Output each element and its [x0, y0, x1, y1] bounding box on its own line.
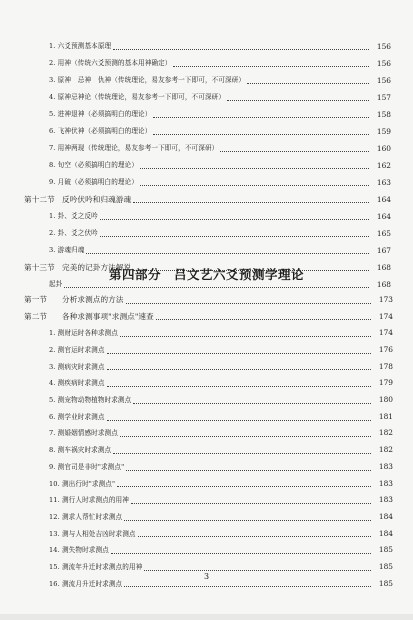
section-title: 完美的记卦方法解说 [62, 263, 132, 272]
toc-page-number: 184 [378, 528, 393, 538]
toc-page-number: 157 [376, 93, 391, 102]
page-number: 3 [203, 572, 210, 581]
dot-leader [140, 167, 369, 169]
toc-item-row [0, 123, 391, 140]
toc-item-row [0, 242, 391, 259]
toc-item-row [0, 476, 393, 493]
toc-page-number: 156 [376, 42, 391, 51]
dot-leader [153, 133, 369, 135]
dot-leader [138, 535, 371, 537]
dot-leader [120, 335, 371, 337]
dot-leader [227, 99, 369, 101]
toc-item-row [0, 72, 391, 89]
toc-page-number: 178 [378, 361, 393, 371]
dot-leader [124, 585, 371, 587]
toc-entry-label: 2. 用神（传统六爻预测的基本用神确定） [49, 59, 172, 67]
dot-leader [100, 218, 369, 220]
dot-leader [144, 569, 371, 571]
toc-page-number: 158 [376, 110, 391, 119]
toc-item-row [0, 89, 391, 106]
section-title: 分析求测点的方法 [62, 294, 124, 304]
section-number: 第二节 [24, 311, 48, 321]
toc-page-number: 179 [378, 378, 393, 388]
toc-page-number: 174 [378, 311, 393, 321]
toc-entry-label: 3. 游魂归魂 [49, 246, 85, 254]
toc-page-number: 183 [378, 478, 393, 488]
toc-page-number: 159 [376, 127, 391, 136]
toc-page-number: 168 [376, 263, 391, 272]
section-number: 第十二节 [24, 195, 55, 204]
toc-entry-label: 12. 测求人帮忙时求测点 [49, 512, 123, 521]
toc-entry-label: 3. 测病灾时求测点 [49, 362, 105, 371]
toc-entry-label: 1. 六爻预测基本原理 [49, 42, 112, 50]
dot-leader [64, 286, 369, 288]
toc-item-row [0, 106, 391, 123]
dot-leader [126, 469, 371, 471]
toc-page-number: 165 [376, 229, 391, 238]
toc-page-number: 160 [376, 144, 391, 153]
toc-page-number: 174 [378, 328, 393, 338]
toc-entry-label: 7. 测婚姻情感时求测点 [49, 429, 118, 438]
toc-item-row [0, 409, 393, 426]
dot-leader [131, 502, 371, 504]
toc-part-four [0, 292, 413, 592]
toc-item-row [0, 526, 393, 543]
toc-entry-label: 11. 测行人时求测点的用神 [49, 496, 129, 505]
toc-page-number: 185 [378, 578, 393, 588]
toc-page-number: 173 [378, 294, 393, 304]
toc-page-number: 180 [378, 395, 393, 405]
dot-leader [140, 184, 369, 186]
dot-leader [111, 552, 371, 554]
section-title: 反吟伏吟和归魂游魂 [62, 195, 132, 204]
dot-leader [113, 48, 369, 50]
dot-leader [100, 235, 369, 237]
toc-item-row [0, 157, 391, 174]
toc-entry-label: 15. 测流年升迁时求测点的用神 [49, 562, 143, 571]
dot-leader [107, 368, 371, 370]
toc-item-row [0, 342, 393, 359]
dot-leader [107, 385, 371, 387]
section-number: 第一节 [24, 294, 48, 304]
toc-entry-label: 起卦 [49, 280, 63, 288]
toc-page-number: 156 [376, 59, 391, 68]
toc-page-number: 163 [376, 178, 391, 187]
toc-page-number: 185 [378, 545, 393, 555]
toc-page-number: 181 [378, 411, 393, 421]
toc-entry-label [24, 309, 154, 326]
dot-leader [117, 485, 371, 487]
dot-leader [107, 352, 371, 354]
toc-item-row [0, 492, 393, 509]
toc-entry-label: 7. 用神两现（传统理论，易友参考一下即可，不可深研） [49, 144, 219, 152]
dot-leader [86, 252, 369, 254]
toc-item-row [0, 392, 393, 409]
toc-entry-label: 10. 测出行时"求测点" [49, 479, 116, 488]
dot-leader [126, 302, 371, 304]
dot-leader [113, 452, 371, 454]
toc-entry-label: 6. 测学业时求测点 [49, 412, 105, 421]
toc-page-number: 164 [376, 212, 391, 221]
dot-leader [247, 82, 369, 84]
toc-page-number: 167 [376, 246, 391, 255]
toc-entry-label: 4. 原神忌神论（传统理论，易友参考一下即可，不可深研） [49, 93, 226, 101]
toc-item-row [0, 140, 391, 157]
toc-page-number: 184 [378, 511, 393, 521]
toc-item-row [0, 509, 393, 526]
toc-page-number: 176 [378, 345, 393, 355]
toc-entry-label [24, 292, 124, 309]
toc-entry-label: 2. 测官运时求测点 [49, 346, 105, 355]
toc-item-row [0, 542, 393, 559]
toc-page-number: 168 [376, 280, 391, 289]
toc-item-row [0, 459, 393, 476]
section-title: 各种求测事项"求测点"速查 [62, 311, 154, 321]
dot-leader [156, 318, 371, 320]
dot-leader [124, 519, 371, 521]
toc-section-row [0, 191, 391, 208]
toc-page-number: 182 [378, 428, 393, 438]
part-four-title: 第四部分 吕文艺六爻预测学理论 [108, 267, 304, 282]
toc-entry-label: 4. 测疾病时求测点 [49, 379, 105, 388]
toc-item-row [0, 38, 391, 55]
dot-leader [120, 435, 371, 437]
toc-item-row [0, 208, 391, 225]
toc-entry-label: 1. 卦、爻之反吟 [49, 212, 98, 220]
dot-leader [133, 402, 371, 404]
toc-item-row [0, 426, 393, 443]
toc-entry-label: 9. 测官司是非时"求测点" [49, 462, 125, 471]
toc-entry-label: 5. 进神退神（必须搞明白的理论） [49, 110, 152, 118]
dot-leader [173, 65, 369, 67]
toc-entry-label: 1. 测财运时各种求测点 [49, 329, 118, 338]
toc-entry-label: 8. 测车祸灾时求测点 [49, 446, 112, 455]
toc-page-number: 162 [376, 161, 391, 170]
toc-section-row [0, 309, 393, 326]
dot-leader [153, 116, 369, 118]
toc-section-row [0, 292, 393, 309]
bottom-shadow [0, 614, 413, 620]
toc-entry-label: 3. 原神 忌神 仇神（传统理论，易友参考一下即可，不可深研） [49, 76, 246, 84]
toc-entry-label: 2. 卦、爻之伏吟 [49, 229, 98, 237]
toc-item-row [0, 225, 391, 242]
dot-leader [107, 419, 371, 421]
toc-part-three-tail [0, 38, 413, 293]
toc-page-number: 164 [376, 195, 391, 204]
toc-entry-label: 8. 旬空（必须搞明白的理论） [49, 161, 139, 169]
toc-page-number: 183 [378, 495, 393, 505]
section-number: 第十三节 [24, 263, 55, 272]
toc-page-number: 185 [378, 561, 393, 571]
toc-entry-label: 5. 测宠物动物植物时求测点 [49, 396, 132, 405]
toc-item-row [0, 174, 391, 191]
toc-item-row [0, 55, 391, 72]
toc-entry-label: 13. 测与人相处吉凶时求测点 [49, 529, 136, 538]
toc-entry-label: 6. 飞神伏神（必须搞明白的理论） [49, 127, 152, 135]
toc-entry-label: 9. 月破（必须搞明白的理论） [49, 178, 139, 186]
toc-page-number: 183 [378, 461, 393, 471]
toc-entry-label: 14. 测失物时求测点 [49, 546, 109, 555]
toc-item-row [0, 442, 393, 459]
toc-entry-label [24, 191, 131, 208]
toc-item-row [0, 375, 393, 392]
dot-leader [220, 150, 369, 152]
toc-item-row [0, 359, 393, 376]
toc-page-number: 156 [376, 76, 391, 85]
dot-leader [133, 201, 369, 203]
toc-item-row [0, 325, 393, 342]
toc-page-number: 182 [378, 445, 393, 455]
toc-entry-label: 16. 测流月升迁时求测点 [49, 579, 123, 588]
